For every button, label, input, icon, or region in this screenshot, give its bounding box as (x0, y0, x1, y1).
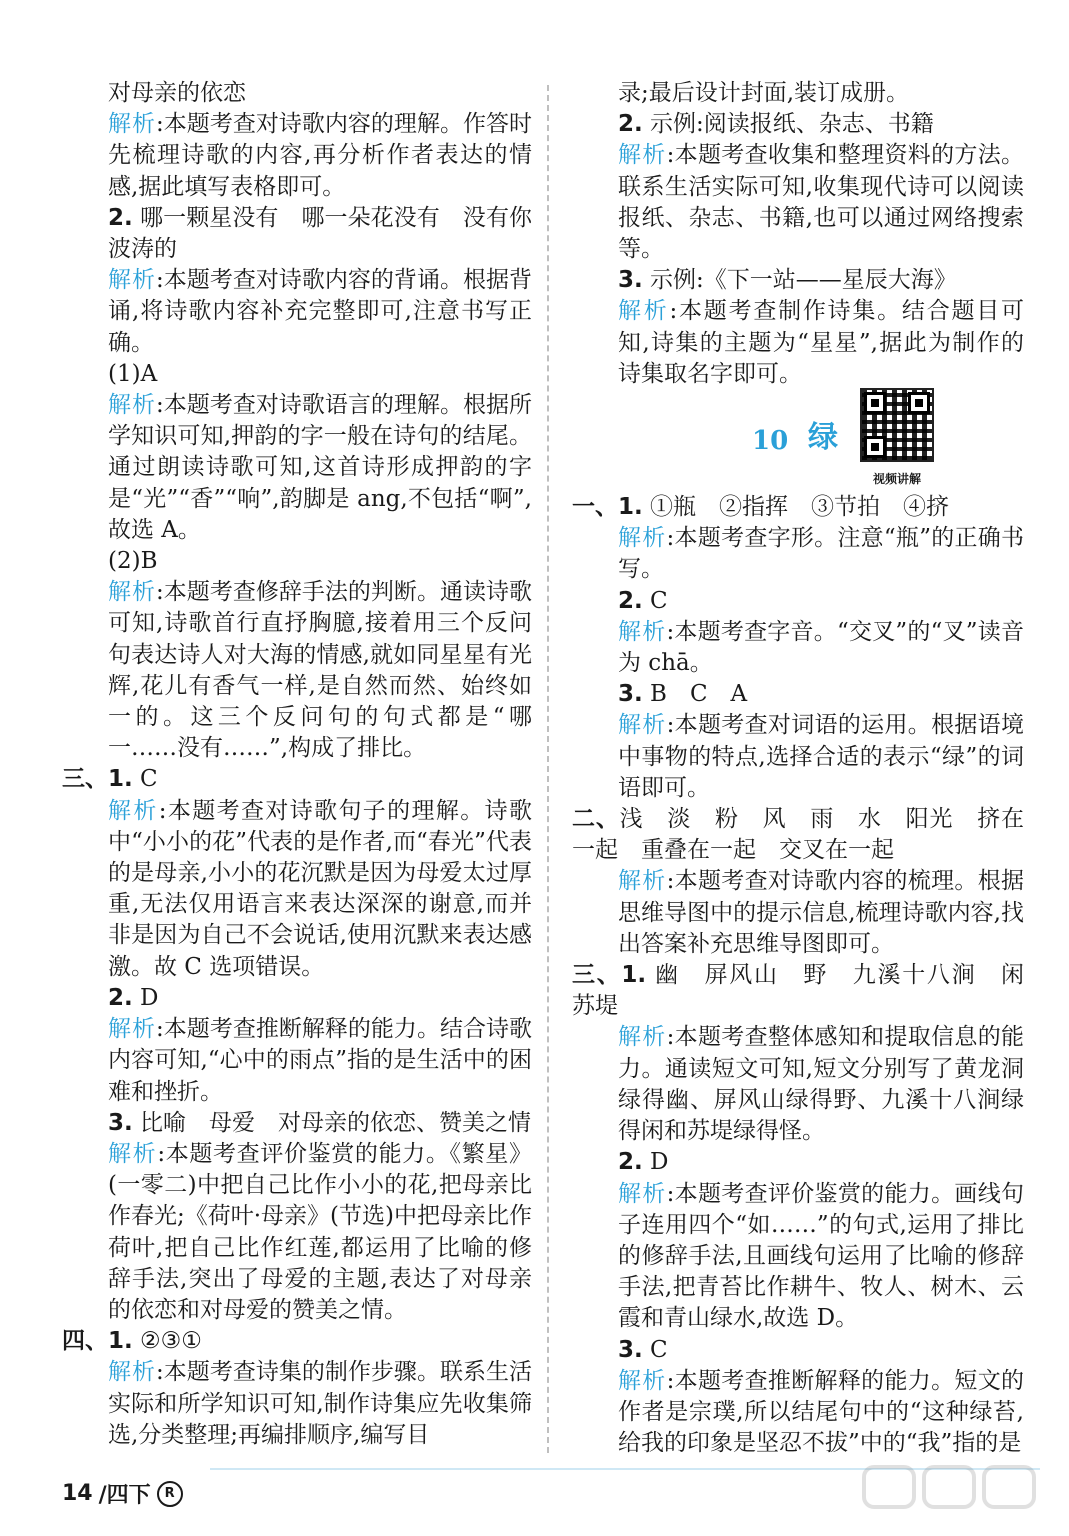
left-paragraph (62, 1014, 532, 1108)
left-paragraph (62, 265, 532, 359)
left-paragraph (62, 577, 532, 764)
paragraph-text: :本题考查收集和整理资料的方法。联系生活实际可知,收集现代诗可以阅读报纸、杂志、书籍,也可以通过网络搜索等。 (618, 142, 1025, 263)
paragraph-text: :本题考查字音。“交叉”的“叉”读音为 chā。 (618, 618, 1024, 677)
paragraph-text: C (642, 1336, 668, 1363)
paragraph-text: :本题考查整体感知和提取信息的能力。通读短文可知,短文分别写了黄龙洞绿得幽、屏风山绿得野、九溪十八涧绿得闲和苏堤绿得怪。 (618, 1024, 1025, 1145)
paragraph-text: 哪一颗星没有 哪一朵花没有 没有你波涛的 (108, 204, 532, 263)
paragraph-text: :本题考查制作诗集。结合题目可知,诗集的主题为“星星”,据此为制作的诗集取名字即可。 (618, 298, 1024, 387)
qr-code-icon[interactable] (860, 388, 934, 462)
question-number: 2. (618, 111, 643, 138)
right-bottom-answers (572, 492, 1048, 1459)
paragraph-text: :本题考查对诗歌语言的理解。根据所学知识可知,押韵的字一般在诗句的结尾。通过朗读诗歌可知,这首诗形成押韵的字是“光”“香”“响”,韵脚是 ang,不包括“啊”,故选 A。 (108, 392, 533, 543)
paragraph-text: :本题考查对诗歌句子的理解。诗歌中“小小的花”代表的是作者,而“春光”代表的是母亲,小小的花沉默是因为母爱太过厚重,无法仅用语言来表达深深的谢意,而并非是因为自己不会说话,使用沉默来表达感激。故 C 选项错误。 (108, 797, 533, 980)
paragraph-text: 示例:阅读报纸、杂志、书籍 (642, 111, 934, 138)
lesson-header (572, 396, 1024, 492)
left-column (62, 78, 532, 1451)
paragraph-text: 示例:《下一站——星辰大海》 (642, 267, 957, 294)
paragraph-text: B C A (642, 681, 748, 708)
qr-label: 视频讲解 (872, 472, 921, 487)
analysis-keyword: 解析 (618, 1024, 667, 1051)
paragraph-text: C (642, 587, 668, 614)
left-paragraph (62, 390, 532, 546)
right_bottom-paragraph (572, 586, 1024, 617)
analysis-keyword: 解析 (618, 1180, 667, 1207)
section-marker: 四、 (62, 1328, 108, 1355)
right_bottom-paragraph (572, 492, 1024, 523)
paragraph-text: ②③① (132, 1328, 202, 1355)
analysis-keyword: 解析 (618, 1367, 667, 1394)
question-number: 1. (108, 1328, 133, 1355)
right_bottom-paragraph (572, 1335, 1024, 1366)
right_bottom-paragraph (572, 866, 1024, 960)
paragraph-text: 浅 淡 粉 风 雨 水 阳光 挤在一起 重叠在一起 交叉在一起 (572, 806, 1025, 864)
analysis-keyword: 解析 (108, 111, 157, 138)
right_bottom-paragraph (572, 1022, 1024, 1147)
question-number: 2. (108, 204, 133, 231)
left-paragraph (62, 1108, 532, 1139)
paragraph-text: D (132, 984, 159, 1011)
right_bottom-paragraph (572, 960, 1048, 1022)
analysis-keyword: 解析 (618, 525, 667, 552)
paragraph-text: :本题考查对诗歌内容的理解。作答时先梳理诗歌的内容,再分析作者表达的情感,据此填写表格即可。 (108, 111, 533, 200)
paragraph-text: 比喻 母爱 对母亲的依恋、赞美之情 (132, 1109, 532, 1136)
page-footer (62, 1478, 183, 1509)
edition-badge: R (157, 1481, 183, 1507)
question-number: 2. (618, 1149, 643, 1176)
right_bottom-paragraph (572, 710, 1024, 804)
left-paragraph (62, 359, 532, 390)
question-number: 1. (108, 766, 133, 793)
paragraph-text: :本题考查对诗歌内容的梳理。根据思维导图中的提示信息,梳理诗歌内容,找出答案补充思维导图即可。 (618, 868, 1025, 957)
analysis-keyword: 解析 (618, 712, 667, 739)
analysis-keyword: 解析 (618, 142, 667, 169)
right_top-paragraph (572, 140, 1024, 265)
paragraph-text: ①瓶 ②指挥 ③节拍 ④挤 (642, 494, 950, 521)
paragraph-text: :本题考查推断解释的能力。结合诗歌内容可知,“心中的雨点”指的是生活中的困难和挫折。 (108, 1016, 533, 1105)
question-number: 2. (108, 984, 133, 1011)
right_top-paragraph (572, 296, 1024, 390)
paragraph-text: :本题考查对诗歌内容的背诵。根据背诵,将诗歌内容补充完整即可,注意书写正确。 (108, 267, 533, 356)
left-paragraph (62, 78, 532, 109)
paragraph-text: C (132, 766, 158, 793)
paragraph-text: :本题考查诗集的制作步骤。联系生活实际和所学知识可知,制作诗集应先收集筛选,分类整理;再编排顺序,编写目 (108, 1359, 533, 1448)
left-paragraph (62, 1357, 532, 1451)
left-paragraph (62, 546, 532, 577)
right_top-paragraph (572, 265, 1024, 296)
paragraph-text: :本题考查推断解释的能力。短文的作者是宗璞,所以结尾句中的“这种绿苔,给我的印象是坚忍不拔”中的“我”指的是 (618, 1367, 1025, 1457)
right_bottom-paragraph (572, 679, 1024, 710)
right_bottom-paragraph (572, 617, 1024, 679)
question-number: 3. (618, 267, 643, 294)
paragraph-text: 幽 屏风山 野 九溪十八涧 闲 苏堤 (572, 962, 1048, 1020)
left-paragraph (62, 1139, 532, 1326)
right_top-paragraph (572, 109, 1024, 140)
right-column (572, 78, 1048, 1459)
analysis-keyword: 解析 (108, 267, 157, 294)
column-divider (547, 85, 549, 1453)
paragraph-text: 对母亲的依恋 (108, 80, 246, 106)
paragraph-text: :本题考查评价鉴赏的能力。画线句子连用四个“如……”的句式,运用了排比的修辞手法,且画线句运用了比喻的修辞手法,把青苔比作耕牛、牧人、树木、云霞和青山绿水,故选 D。 (618, 1180, 1025, 1332)
left-paragraph (62, 1326, 532, 1357)
right-top-answers (572, 78, 1024, 390)
left-paragraph (62, 764, 532, 795)
paragraph-text: (2)B (108, 548, 158, 575)
section-marker: 三、 (62, 766, 108, 793)
left-paragraph (62, 796, 532, 983)
section-marker: 一、 (572, 494, 618, 521)
analysis-keyword: 解析 (618, 868, 667, 895)
paragraph-text: (1)A (108, 360, 158, 387)
analysis-keyword: 解析 (108, 797, 159, 824)
watermark-logo (859, 1462, 1039, 1532)
analysis-keyword: 解析 (108, 1140, 158, 1167)
right_bottom-paragraph (572, 523, 1024, 585)
left-paragraph (62, 109, 532, 203)
lesson-title: 绿 (808, 420, 838, 456)
right_bottom-paragraph (572, 1366, 1024, 1460)
question-number: 3. (108, 1109, 133, 1136)
question-number: 1. (618, 494, 643, 521)
paragraph-text: 录;最后设计封面,装订成册。 (618, 80, 910, 106)
right_bottom-paragraph (572, 1147, 1024, 1178)
analysis-keyword: 解析 (618, 618, 667, 645)
analysis-keyword: 解析 (108, 1016, 157, 1043)
paragraph-text: :本题考查对词语的运用。根据语境中事物的特点,选择合适的表示“绿”的词语即可。 (618, 712, 1025, 801)
question-number: 3. (618, 1336, 643, 1363)
lesson-number: 10 (752, 426, 789, 457)
analysis-keyword: 解析 (108, 1359, 157, 1386)
section-marker: 二、 (572, 806, 620, 833)
page-number: 14 (62, 1481, 93, 1506)
right_top-paragraph (572, 78, 1024, 109)
left-paragraph (62, 203, 532, 265)
right_bottom-paragraph (572, 804, 1024, 866)
right_bottom-paragraph (572, 1179, 1024, 1335)
paragraph-text: D (642, 1149, 669, 1176)
paragraph-text: :本题考查字形。注意“瓶”的正确书写。 (618, 525, 1025, 583)
analysis-keyword: 解析 (108, 579, 157, 606)
left-paragraph (62, 983, 532, 1014)
analysis-keyword: 解析 (618, 298, 670, 325)
paragraph-text: :本题考查评价鉴赏的能力。《繁星》(一零二)中把自己比作小小的花,把母亲比作春光;《荷叶·母亲》(节选)中把母亲比作荷叶,把自己比作红莲,都运用了比喻的修辞手法,突出了母爱的主题,表达了对母亲的依恋和对母爱的赞美之情。 (108, 1140, 533, 1323)
question-number: 2. (618, 587, 643, 614)
section-marker: 三、 (572, 962, 622, 989)
question-number: 1. (621, 962, 647, 989)
analysis-keyword: 解析 (108, 392, 157, 419)
grade-label: /四下 (98, 1483, 151, 1508)
paragraph-text: :本题考查修辞手法的判断。通读诗歌可知,诗歌首行直抒胸臆,接着用三个反问句表达诗人对大海的情感,就如同星星有光辉,花儿有香气一样,是自然而然、始终如一的。这三个反问句的句式都是“哪一……没有……”,构成了排比。 (108, 579, 533, 762)
question-number: 3. (618, 681, 643, 708)
